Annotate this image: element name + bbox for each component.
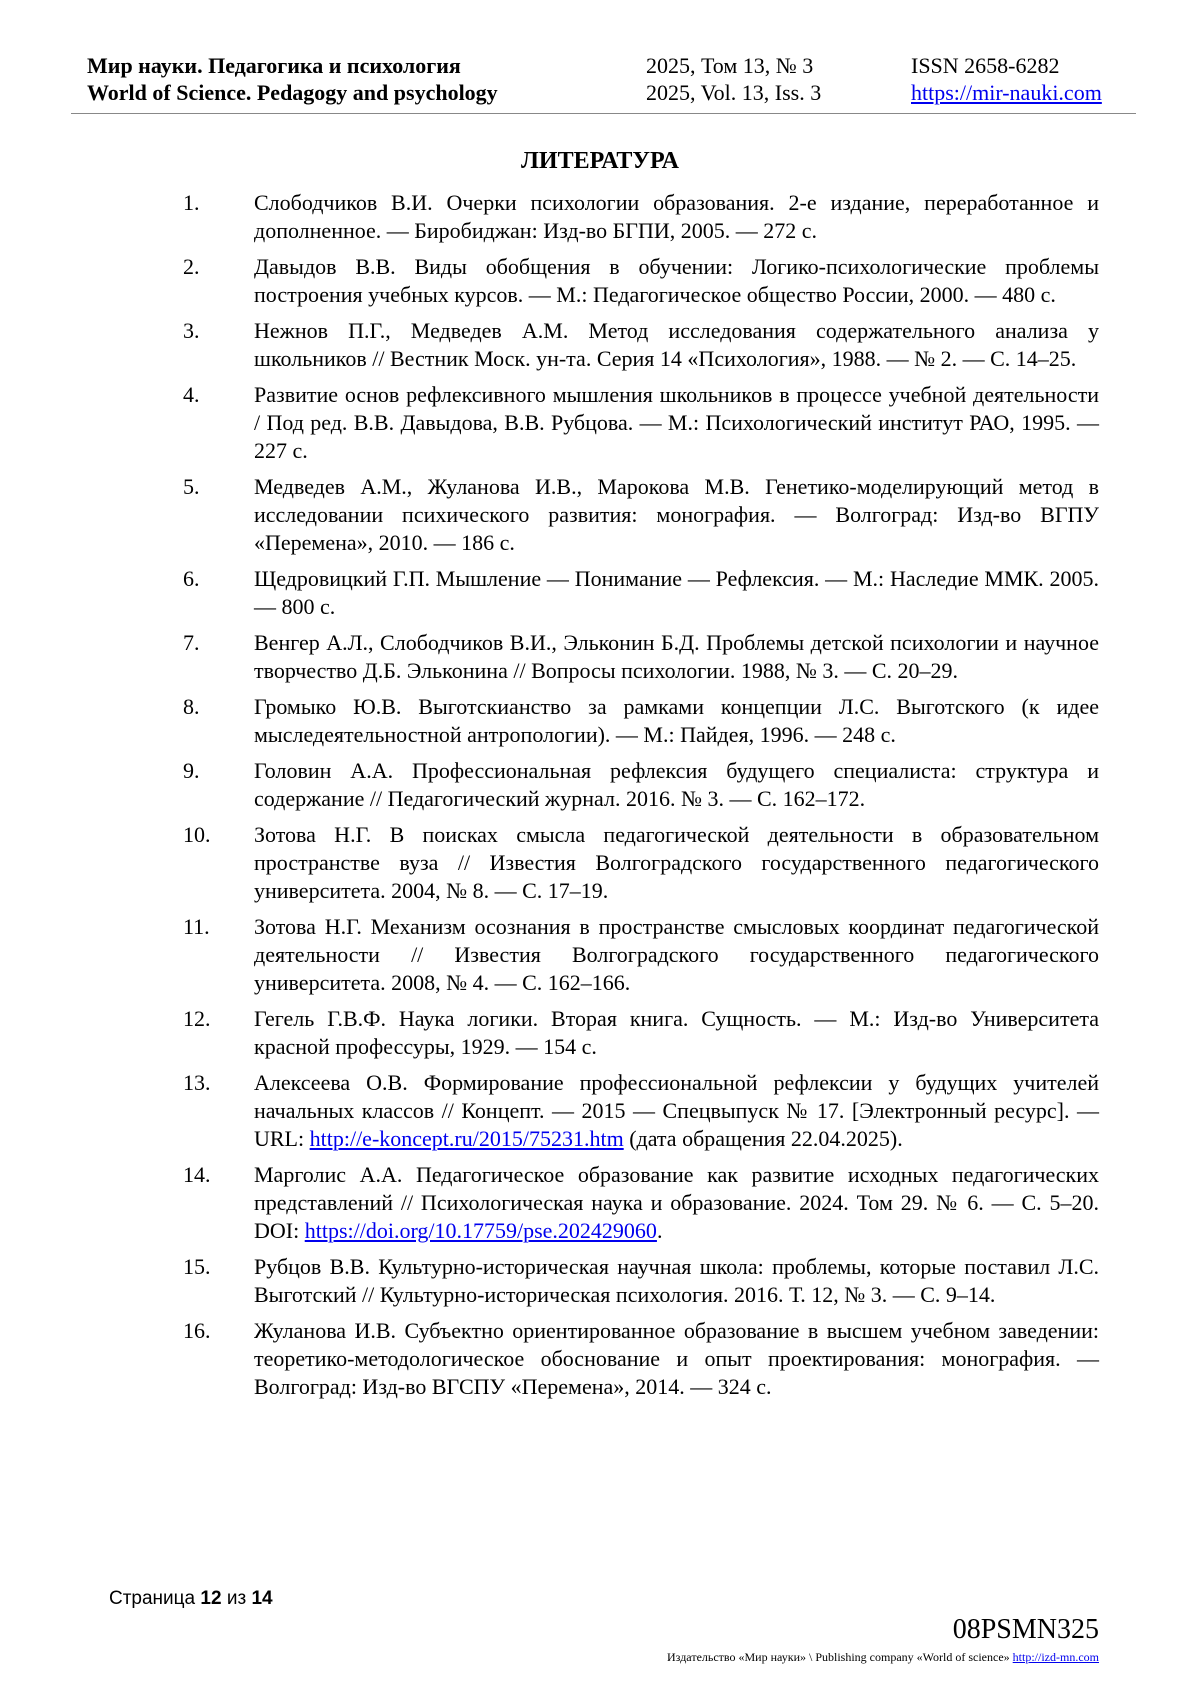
reference-text (254, 473, 1099, 556)
reference-body: Слободчиков В.И. Очерки психологии образования. 2-е издание, переработанное и дополненное. — Биробиджан: Изд-во БГПИ, 2005. — 272 с. (254, 190, 1099, 243)
reference-body: Давыдов В.В. Виды обобщения в обучении: Логико-психологические проблемы построения учебных курсов. — М.: Педагогическое общество России, 2000. — 480 с. (254, 254, 1099, 307)
reference-body: Зотова Н.Г. В поисках смысла педагогической деятельности в образовательном пространстве вуза // Известия Волгоградского государственного педагогического университета. 2004, № 8. — С. 17–19. (254, 822, 1099, 904)
reference-body: Венгер А.Л., Слободчиков В.И., Эльконин Б.Д. Проблемы детской психологии и научное творчество Д.Б. Эльконина // Вопросы психологии. 1988, № 3. — С. 20–29. (254, 630, 1099, 683)
reference-body: Марголис А.А. Педагогическое образование как развитие исходных педагогических представлений // Психологическая наука и образование. 2024. Том 29. № 6. — С. 5–20. DOI: (254, 1162, 1099, 1243)
reference-item (183, 317, 1099, 373)
reference-text (254, 1161, 1099, 1244)
reference-text (254, 1005, 1099, 1061)
reference-item (183, 381, 1099, 464)
header-rule (71, 113, 1136, 114)
reference-text (254, 253, 1099, 309)
journal-site-link[interactable]: https://mir-nauki.com (911, 80, 1102, 105)
reference-text (254, 1069, 1099, 1152)
reference-number: 3. (183, 318, 200, 344)
page-label: Страница (109, 1588, 196, 1609)
reference-number: 13. (183, 1070, 211, 1096)
reference-link[interactable]: http://e-koncept.ru/2015/75231.htm (309, 1125, 624, 1151)
reference-item (183, 757, 1099, 813)
issue-en: 2025, Vol. 13, Iss. 3 (646, 80, 822, 105)
reference-number: 16. (183, 1318, 211, 1344)
article-code: 08PSMN325 (952, 1614, 1099, 1645)
journal-title-en: World of Science. Pedagogy and psychology (87, 80, 498, 105)
reference-text (254, 317, 1099, 373)
reference-tail: . (656, 1217, 663, 1243)
reference-body: Головин А.А. Профессиональная рефлексия будущего специалиста: структура и содержание // Педагогический журнал. 2016. № 3. — С. 162–172. (254, 758, 1099, 812)
current-page: 12 (200, 1588, 222, 1609)
reference-body: Зотова Н.Г. Механизм осознания в пространстве смысловых координат педагогической деятельности // Известия Волгоградского государственного педагогического университета. 2008, № 4. — С. 162–166. (254, 914, 1099, 995)
reference-list (183, 189, 1099, 1409)
reference-body: Громыко Ю.В. Выготскианство за рамками концепции Л.С. Выготского (к идее мыследеятельностной антропологии). — М.: Пайдея, 1996. — 248 с. (254, 694, 1099, 748)
reference-number: 4. (183, 382, 200, 408)
reference-text (254, 913, 1099, 996)
reference-item (183, 1005, 1099, 1061)
page-number (109, 1588, 273, 1610)
reference-number: 5. (183, 474, 200, 500)
reference-item (183, 913, 1099, 996)
reference-body: Алексеева О.В. Формирование профессиональной рефлексии у будущих учителей начальных классов // Концепт. — 2015 — Спецвыпуск № 17. [Электронный ресурс]. — URL: (254, 1070, 1099, 1151)
reference-number: 2. (183, 254, 200, 280)
total-pages: 14 (251, 1588, 273, 1609)
reference-number: 10. (183, 822, 211, 848)
reference-item (183, 1253, 1099, 1309)
reference-item (183, 1161, 1099, 1244)
reference-text (254, 1317, 1099, 1400)
reference-text (254, 693, 1099, 749)
reference-item (183, 693, 1099, 749)
publisher-line (667, 1650, 1099, 1665)
issn: ISSN 2658-6282 (911, 53, 1060, 78)
journal-title-ru: Мир науки. Педагогика и психология (87, 53, 461, 78)
reference-text (254, 821, 1099, 904)
reference-item (183, 629, 1099, 685)
reference-number: 11. (183, 914, 210, 940)
reference-body: Развитие основ рефлексивного мышления школьников в процессе учебной деятельности / Под ред. В.В. Давыдова, В.В. Рубцова. — М.: Психологический институт РАО, 1995. — 227 с. (254, 382, 1099, 463)
reference-item (183, 821, 1099, 904)
issue-info (646, 52, 821, 106)
reference-text (254, 629, 1099, 685)
reference-item (183, 473, 1099, 556)
reference-number: 14. (183, 1162, 211, 1188)
reference-body: Рубцов В.В. Культурно-историческая научная школа: проблемы, которые поставил Л.С. Выготский // Культурно-историческая психология. 2016. Т. 12, № 3. — С. 9–14. (254, 1254, 1099, 1307)
reference-body: Медведев А.М., Жуланова И.В., Марокова М.В. Генетико-моделирующий метод в исследовании психического развития: монография. — Волгоград: Изд-во ВГПУ «Перемена», 2010. — 186 с. (254, 474, 1099, 555)
issn-info (911, 52, 1102, 106)
section-title: ЛИТЕРАТУРА (521, 148, 679, 174)
reference-number: 7. (183, 630, 200, 656)
reference-body: Гегель Г.В.Ф. Наука логики. Вторая книга. Сущность. — М.: Изд-во Университета красной профессуры, 1929. — 154 с. (254, 1006, 1099, 1060)
reference-body: Щедровицкий Г.П. Мышление — Понимание — Рефлексия. — М.: Наследие ММК. 2005. — 800 с. (254, 566, 1099, 619)
reference-number: 8. (183, 694, 200, 720)
reference-item (183, 1317, 1099, 1400)
reference-item (183, 253, 1099, 309)
reference-text (254, 1253, 1099, 1309)
reference-text (254, 565, 1099, 621)
reference-body: Жуланова И.В. Субъектно ориентированное образование в высшем учебном заведении: теоретико-методологическое обоснование и опыт проектирования: монография. — Волгоград: Изд-во ВГСПУ «Перемена», 2014. — 324 с. (254, 1318, 1099, 1399)
reference-item (183, 189, 1099, 245)
publisher-text: Издательство «Мир науки» \ Publishing company «World of science» (667, 1650, 1013, 1664)
reference-text (254, 757, 1099, 813)
reference-link[interactable]: https://doi.org/10.17759/pse.202429060 (304, 1217, 657, 1243)
reference-tail: (дата обращения 22.04.2025). (623, 1125, 903, 1151)
reference-item (183, 1069, 1099, 1152)
publisher-link[interactable]: http://izd-mn.com (1012, 1650, 1099, 1664)
reference-text (254, 381, 1099, 464)
reference-number: 1. (183, 190, 200, 215)
reference-number: 12. (183, 1006, 211, 1032)
reference-number: 15. (183, 1254, 211, 1280)
of-label: из (226, 1588, 247, 1609)
reference-number: 9. (183, 758, 200, 784)
issue-ru: 2025, Том 13, № 3 (646, 53, 814, 78)
reference-number: 6. (183, 566, 200, 592)
reference-item (183, 565, 1099, 621)
reference-text (254, 189, 1099, 245)
reference-body: Нежнов П.Г., Медведев А.М. Метод исследования содержательного анализа у школьников // Вестник Моск. ун-та. Серия 14 «Психология», 1988. — № 2. — С. 14–25. (254, 318, 1099, 371)
journal-title (87, 52, 498, 106)
